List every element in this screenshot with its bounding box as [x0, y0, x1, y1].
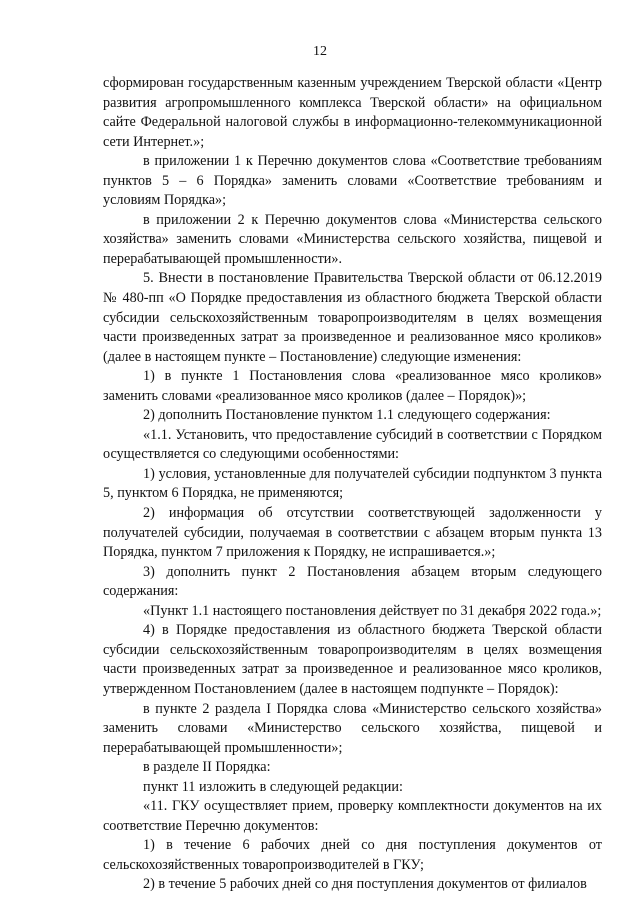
paragraph-continuation: сформирован государственным казенным учреждением Тверской области «Центр развития агропромышленного комплекса Тверской области» на официальном сайте Федеральной налоговой службы в информационно-телекоммуникационной сети Интернет.»;: [103, 75, 602, 150]
paragraph: в пункте 2 раздела I Порядка слова «Министерство сельского хозяйства» заменить словами «Министерство сельского хозяйства, пищевой и перерабатывающей промышленности»;: [103, 700, 602, 756]
paragraph: 2) в течение 5 рабочих дней со дня поступления документов от филиалов: [143, 876, 587, 893]
paragraph: «Пункт 1.1 настоящего постановления действует по 31 декабря 2022 года.»;: [143, 602, 602, 619]
paragraph: 1) в пункте 1 Постановления слова «реализованное мясо кроликов» заменить словами «реализованное мясо кроликов (далее – Порядок)»;: [103, 368, 602, 404]
paragraph: 1) в течение 6 рабочих дней со дня поступления документов от сельскохозяйственных товаропроизводителей в ГКУ;: [103, 837, 602, 873]
paragraph: в приложении 1 к Перечню документов слова «Соответствие требованиям пунктов 5 – 6 Порядка» заменить словами «Соответствие требованиям и условиям Порядка»;: [103, 153, 602, 209]
paragraph-item-5: 5. Внести в постановление Правительства Тверской области от 06.12.2019 № 480-пп «О Порядке предоставления из областного бюджета Тверской области субсидии сельскохозяйственным товаропроизводителям в целях возмещения части произведенных затрат за произведенное и реализованное мясо кроликов» (далее в настоящем пункте – Постановление) следующие изменения:: [103, 270, 602, 365]
paragraph: «1.1. Установить, что предоставление субсидий в соответствии с Порядком осуществляется со следующими особенностями:: [103, 426, 602, 463]
paragraph: в приложении 2 к Перечню документов слова «Министерства сельского хозяйства» заменить словами «Министерства сельского хозяйства, пищевой и перерабатывающей промышленности».: [103, 211, 602, 267]
document-body: [103, 74, 602, 895]
paragraph: «11. ГКУ осуществляет прием, проверку комплектности документов на их соответствие Перечню документов:: [103, 798, 602, 834]
paragraph: пункт 11 изложить в следующей редакции:: [143, 778, 403, 795]
paragraph: 2) информация об отсутствии соответствующей задолженности у получателей субсидии, получаемая в соответствии с абзацем вторым пункта 13 Порядка, пунктом 7 приложения к Порядку, не испрашивается.»;: [103, 505, 602, 561]
page-number: 12: [313, 44, 327, 59]
paragraph: 4) в Порядке предоставления из областного бюджета Тверской области субсидии сельскохозяйственным товаропроизводителям в целях возмещения части произведенных затрат за произведенное и реализованное мясо кроликов, утвержденном Постановлением (далее в настоящем подпункте – Порядок):: [103, 622, 602, 697]
paragraph: в разделе II Порядка:: [143, 759, 271, 776]
paragraph: 1) условия, установленные для получателей субсидии подпунктом 3 пункта 5, пунктом 6 Порядка, не применяются;: [103, 465, 602, 502]
paragraph: 2) дополнить Постановление пунктом 1.1 следующего содержания:: [143, 407, 551, 424]
paragraph: 3) дополнить пункт 2 Постановления абзацем вторым следующего содержания:: [103, 563, 602, 600]
